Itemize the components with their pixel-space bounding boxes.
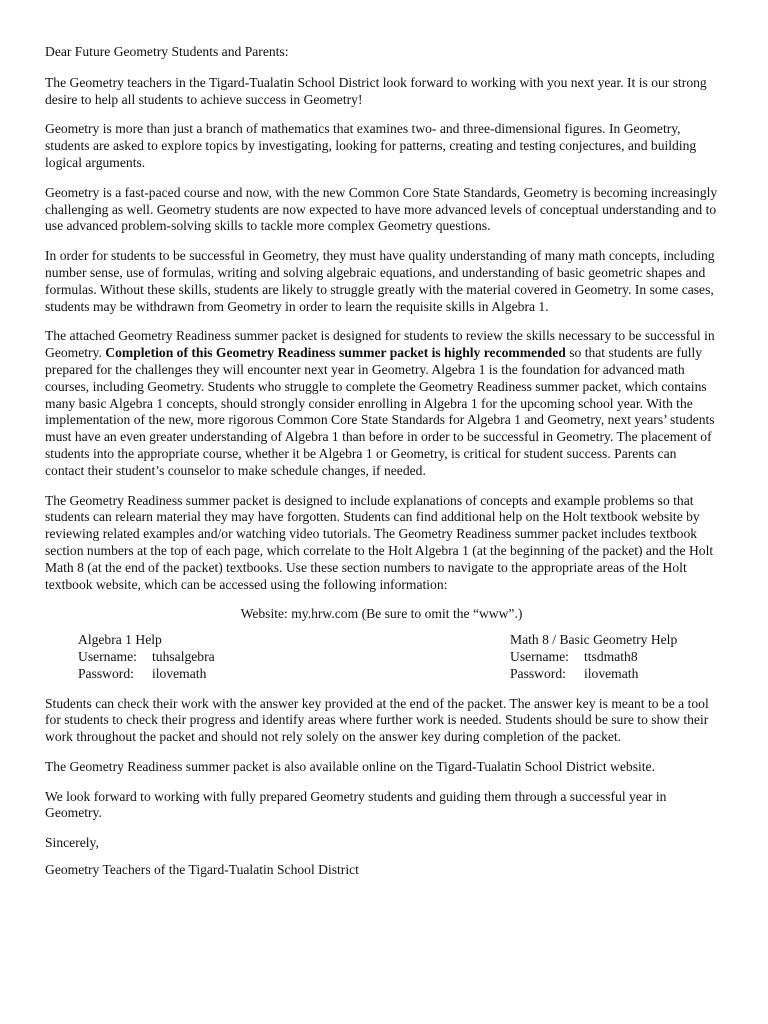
packet-paragraph (45, 328, 718, 479)
username-label: Username: (510, 648, 569, 664)
online-availability-paragraph: The Geometry Readiness summer packet is also available online on the Tigard-Tualatin School District website. (45, 758, 655, 774)
geometry-username-line (510, 649, 710, 666)
username-label: Username: (78, 648, 137, 664)
help-credentials (45, 632, 718, 682)
geometry-password-line (510, 666, 710, 683)
salutation: Dear Future Geometry Students and Parents: (45, 44, 289, 59)
password-label: Password: (510, 665, 566, 681)
algebra-password-line (78, 666, 278, 683)
intro-paragraph: The Geometry teachers in the Tigard-Tualatin School District look forward to working with you next year. It is our strong desire to help all students to achieve success in Geometry! (45, 74, 707, 107)
geometry-username: ttsdmath8 (584, 648, 638, 664)
resources-paragraph: The Geometry Readiness summer packet is designed to include explanations of concepts and example problems so that students can relearn material they may have forgotten. Students can find additional help on the Holt textbook website by reviewing related examples and/or watching video tutorials. The Geometry Readiness summer packet includes textbook section numbers at the top of each page, which correlate to the Holt Algebra 1 (at the beginning of the packet) and the Holt Math 8 (at the end of the packet) textbooks. Use these section numbers to navigate to the appropriate areas of the Holt textbook website, which can be accessed using the following information: (45, 492, 714, 592)
packet-paragraph-rest: so that students are fully prepared for the challenges they will encounter next year in Geometry. Algebra 1 is the foundation for advanced math courses, including Geometry. Students who struggle to complete the Geometry Readiness summer packet, which contains many basic Algebra 1 concepts, should strongly consider enrolling in Algebra 1 for the upcoming school year. With the implementation of the new, more rigorous Common Core State Standards for Algebra 1 and Geometry, next years’ students must have an even greater understanding of Algebra 1 than before in order to be successful in Geometry. The placement of students into the appropriate course, whether it be Algebra 1 or Geometry, is critical for student success. Parents can contact their student’s counselor to make schedule changes, if needed. (45, 345, 715, 478)
geometry-help-block (510, 632, 710, 682)
website-note: (Be sure to omit the “www”.) (361, 606, 523, 622)
prerequisite-skills-paragraph: In order for students to be successful in Geometry, they must have quality understanding of many math concepts, including number sense, use of formulas, writing and solving algebraic equations, and understanding of basic geometric shapes and formulas. Without these skills, students are likely to struggle greatly with the material covered in Geometry. In some cases, students may be withdrawn from Geometry in order to learn the requisite skills in Algebra 1. (45, 248, 715, 314)
algebra-username-line (78, 649, 278, 666)
answer-key-paragraph: Students can check their work with the answer key provided at the end of the packet. The answer key is meant to be a tool for students to check their progress and identify areas where further work is needed. Students should be sure to show their work throughout the packet and should not rely solely on the answer key during completion of the packet. (45, 695, 709, 745)
geometry-password: ilovemath (584, 665, 639, 681)
website-line (45, 606, 718, 623)
geometry-help-title: Math 8 / Basic Geometry Help (510, 632, 678, 648)
website-url: my.hrw.com (291, 606, 359, 622)
packet-recommendation-bold: Completion of this Geometry Readiness summer packet is highly recommended (105, 345, 566, 361)
algebra-password: ilovemath (152, 665, 207, 681)
password-label: Password: (78, 665, 134, 681)
geometry-description-paragraph: Geometry is more than just a branch of mathematics that examines two- and three-dimensional figures. In Geometry, students are asked to explore topics by investigating, looking for patterns, creating and testing conjectures, and building logical arguments. (45, 121, 697, 170)
signature: Geometry Teachers of the Tigard-Tualatin School District (45, 862, 359, 878)
website-label: Website: (240, 606, 288, 622)
algebra-help-block (78, 632, 278, 682)
algebra-help-title: Algebra 1 Help (78, 632, 162, 648)
closing-wish-paragraph: We look forward to working with fully prepared Geometry students and guiding them through a successful year in Geometry. (45, 788, 667, 821)
closing: Sincerely, (45, 835, 99, 851)
algebra-username: tuhsalgebra (152, 648, 215, 664)
common-core-paragraph: Geometry is a fast-paced course and now, with the new Common Core State Standards, Geometry is becoming increasingly challenging as well. Geometry students are now expected to have more advanced levels of conceptual understanding and to use advanced problem-solving skills to tackle more complex Geometry questions. (45, 184, 718, 234)
packet-paragraph-intro: The attached Geometry Readiness summer packet is designed for students to review the skills necessary to be successful in Geometry. (45, 328, 715, 361)
